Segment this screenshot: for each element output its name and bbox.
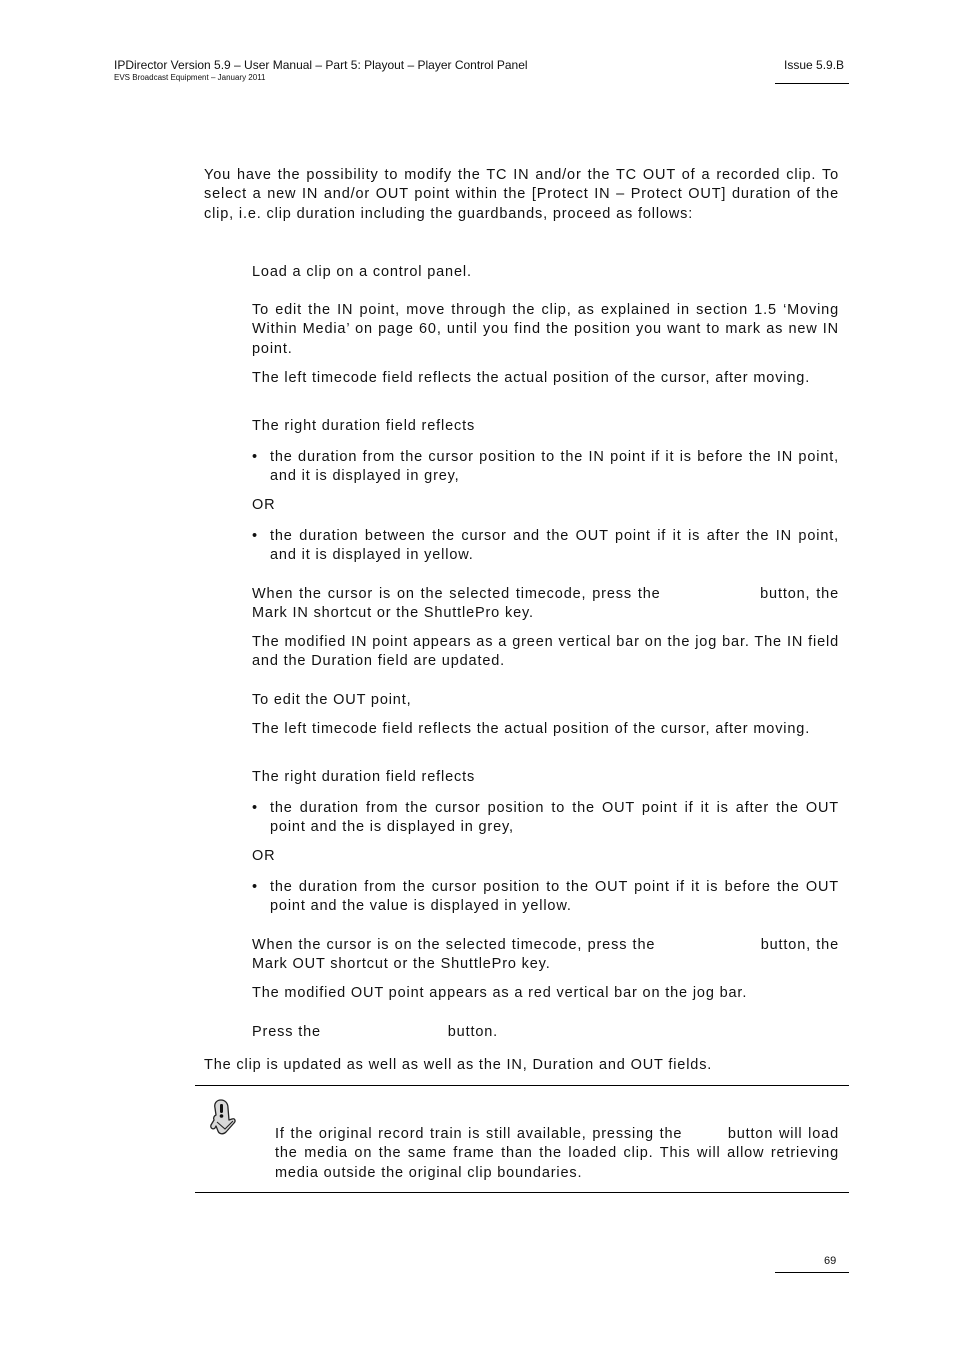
bullet-dot: • <box>252 800 258 816</box>
page-number: 69 <box>824 1255 837 1267</box>
step-mark-in: When the cursor is on the selected timecode, press the button, the Mark IN shortcut or the ShuttlePro key. <box>252 586 844 622</box>
header-issue: Issue 5.9.B <box>784 58 845 72</box>
note-bottom-rule <box>195 1192 849 1193</box>
note-top-rule <box>195 1085 849 1086</box>
header-rule <box>775 83 849 84</box>
out-left-field-text: The left timecode field reflects the actual position of the cursor, after moving. <box>252 721 811 737</box>
step-edit-out-point: To edit the OUT point, <box>252 692 412 708</box>
step-press-button: Press the button. <box>252 1024 499 1040</box>
out-bullet-yellow: the duration from the cursor position to the OUT point if it is before the OUT point and the value is displayed in yellow. <box>270 879 839 915</box>
in-result-text: The modified IN point appears as a green vertical bar on the jog bar. The IN field and the Duration field are updated. <box>252 634 839 670</box>
out-right-field-text: The right duration field reflects <box>252 769 476 785</box>
in-bullet-yellow: the duration between the cursor and the OUT point if it is after the IN point, and it is displayed in yellow. <box>270 528 839 564</box>
in-left-field-text: The left timecode field reflects the actual position of the cursor, after moving. <box>252 370 811 386</box>
note-hand-icon <box>207 1098 239 1138</box>
bullet-dot: • <box>252 879 258 895</box>
bullet-dot: • <box>252 528 258 544</box>
out-or-text: OR <box>252 848 276 864</box>
conclusion-text: The clip is updated as well as well as the IN, Duration and OUT fields. <box>204 1057 713 1073</box>
in-or-text: OR <box>252 497 276 513</box>
in-bullet-grey: the duration from the cursor position to the IN point if it is before the IN point, and it is displayed in grey, <box>270 449 839 485</box>
note-text: If the original record train is still available, pressing the button will load the media on the same frame than the loaded clip. This will allow retrieving media outside the original clip boundaries. <box>275 1126 844 1181</box>
out-bullet-grey: the duration from the cursor position to the OUT point if it is after the OUT point and the is displayed in grey, <box>270 800 839 836</box>
step-load-clip: Load a clip on a control panel. <box>252 264 472 280</box>
step-mark-out: When the cursor is on the selected timecode, press the button, the Mark OUT shortcut or the ShuttlePro key. <box>252 937 844 973</box>
step-edit-in-point: To edit the IN point, move through the clip, as explained in section 1.5 ‘Moving Within Media’ on page 60, until you find the position you want to mark as new IN point. <box>252 302 839 357</box>
out-result-text: The modified OUT point appears as a red vertical bar on the jog bar. <box>252 985 748 1001</box>
header-subtitle: EVS Broadcast Equipment – January 2011 <box>114 73 266 82</box>
bullet-dot: • <box>252 449 258 465</box>
intro-paragraph: You have the possibility to modify the TC IN and/or the TC OUT of a recorded clip. To select a new IN and/or OUT point within the [Protect IN – Protect OUT] duration of the clip, i.e. clip duration including the guardbands, proceed as follows: <box>204 167 839 222</box>
footer-rule <box>775 1272 849 1273</box>
header-title: IPDirector Version 5.9 – User Manual – Part 5: Playout – Player Control Panel <box>114 58 528 72</box>
in-right-field-text: The right duration field reflects <box>252 418 476 434</box>
